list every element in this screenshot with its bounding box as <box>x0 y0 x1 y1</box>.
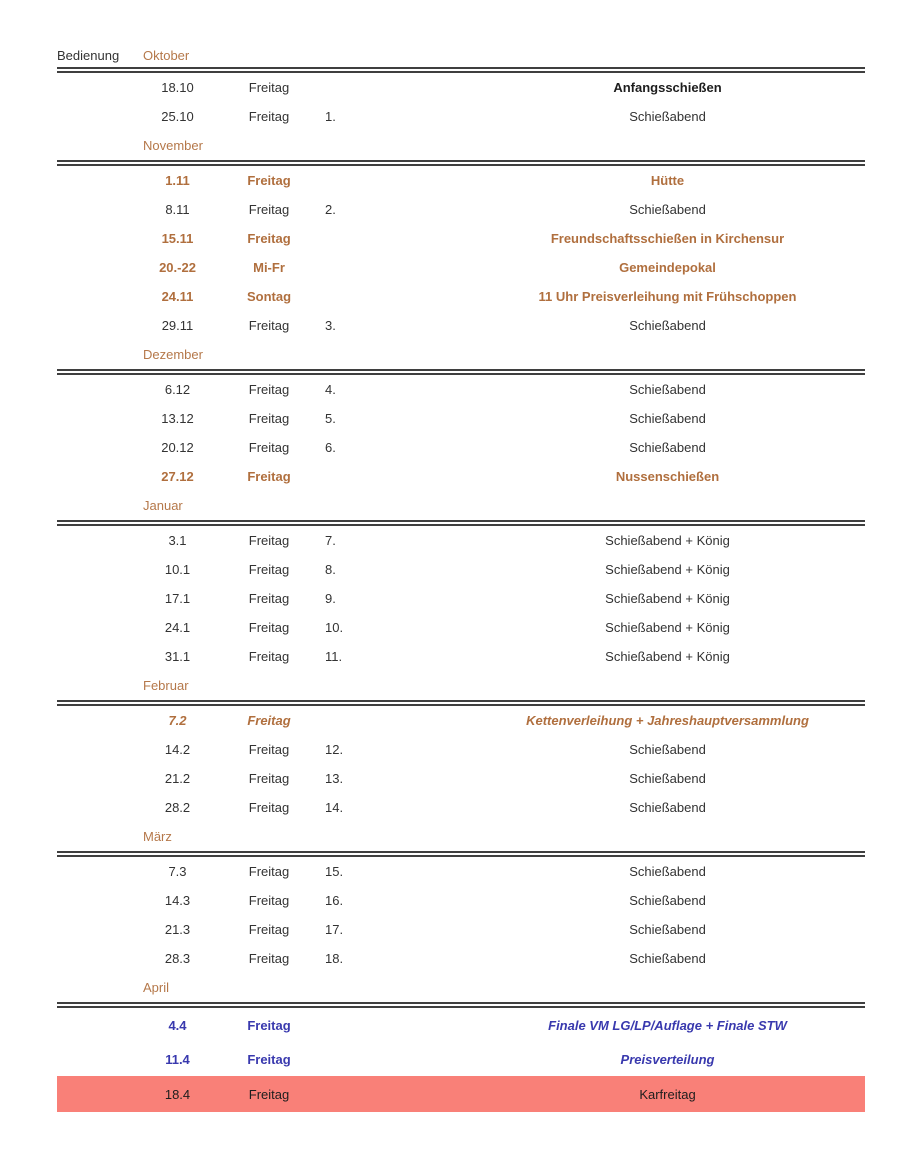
event-row <box>57 886 865 915</box>
number-cell: 6. <box>325 440 336 455</box>
schedule-table <box>57 44 865 1112</box>
date-cell: 28.3 <box>164 951 191 966</box>
event-row <box>57 735 865 764</box>
number-cell: 14. <box>325 800 344 815</box>
day-cell: Freitag <box>248 742 290 757</box>
day-cell: Freitag <box>247 1017 291 1033</box>
date-cell: 13.12 <box>161 411 194 426</box>
event-row <box>57 102 865 131</box>
day-cell: Freitag <box>248 1086 290 1102</box>
day-cell: Freitag <box>247 231 291 246</box>
event-row <box>57 195 865 224</box>
date-cell: 24.11 <box>161 289 194 304</box>
number-cell: 15. <box>325 864 344 879</box>
event-row <box>57 282 865 311</box>
event-row <box>57 1042 865 1076</box>
day-cell: Freitag <box>248 202 290 217</box>
event-row <box>57 166 865 195</box>
event-row <box>57 73 865 102</box>
event-cell: 11 Uhr Preisverleihung mit Frühschoppen <box>538 289 797 304</box>
day-cell: Freitag <box>248 591 290 606</box>
event-cell: Anfangsschießen <box>613 80 722 95</box>
month-label: Januar <box>143 498 183 513</box>
event-row <box>57 433 865 462</box>
event-cell: Hütte <box>650 173 685 188</box>
day-cell: Freitag <box>248 80 290 95</box>
month-row <box>57 822 865 857</box>
number-cell: 12. <box>325 742 344 757</box>
event-cell: Karfreitag <box>639 1086 696 1102</box>
event-row <box>57 584 865 613</box>
date-cell: 20.-22 <box>159 260 196 275</box>
number-cell: 4. <box>325 382 336 397</box>
event-row <box>57 375 865 404</box>
event-cell: Schießabend <box>629 318 706 333</box>
event-cell: Schießabend <box>629 800 706 815</box>
event-cell: Schießabend + König <box>605 591 730 606</box>
month-row <box>57 131 865 166</box>
event-cell: Schießabend <box>629 951 706 966</box>
day-cell: Freitag <box>248 620 290 635</box>
number-cell: 10. <box>325 620 344 635</box>
date-cell: 10.1 <box>164 562 191 577</box>
event-cell: Schießabend <box>629 440 706 455</box>
event-cell: Schießabend <box>629 893 706 908</box>
day-cell: Mi-Fr <box>253 260 285 275</box>
number-cell: 13. <box>325 771 344 786</box>
event-cell: Preisverteilung <box>620 1051 715 1067</box>
date-cell: 8.11 <box>165 202 190 217</box>
day-cell: Freitag <box>248 562 290 577</box>
number-cell: 9. <box>325 591 336 606</box>
date-cell: 20.12 <box>161 440 194 455</box>
number-cell: 7. <box>325 533 336 548</box>
date-cell: 29.11 <box>161 318 194 333</box>
month-label: Dezember <box>143 347 203 362</box>
day-cell: Freitag <box>248 382 290 397</box>
event-cell: Finale VM LG/LP/Auflage + Finale STW <box>548 1017 787 1033</box>
date-cell: 3.1 <box>168 533 187 548</box>
event-cell: Schießabend <box>629 742 706 757</box>
date-cell: 28.2 <box>164 800 191 815</box>
number-cell: 5. <box>325 411 336 426</box>
header-row <box>57 44 865 73</box>
day-cell: Freitag <box>248 800 290 815</box>
event-row <box>57 915 865 944</box>
number-cell: 3. <box>325 318 336 333</box>
date-cell: 14.2 <box>164 742 191 757</box>
day-cell: Freitag <box>248 440 290 455</box>
day-cell: Freitag <box>248 649 290 664</box>
number-cell: 1. <box>325 109 336 124</box>
event-row <box>57 404 865 433</box>
event-cell: Schießabend <box>629 411 706 426</box>
event-row <box>57 857 865 886</box>
month-row <box>57 340 865 375</box>
event-cell: Schießabend <box>629 109 706 124</box>
event-row <box>57 764 865 793</box>
day-cell: Freitag <box>248 109 290 124</box>
event-row <box>57 462 865 491</box>
event-cell: Schießabend <box>629 771 706 786</box>
day-cell: Freitag <box>248 771 290 786</box>
date-cell: 7.3 <box>168 864 187 879</box>
date-cell: 27.12 <box>161 469 194 484</box>
event-row <box>57 1076 865 1112</box>
number-cell: 16. <box>325 893 344 908</box>
event-row <box>57 613 865 642</box>
event-row <box>57 526 865 555</box>
event-cell: Schießabend + König <box>605 533 730 548</box>
day-cell: Freitag <box>248 922 290 937</box>
date-cell: 24.1 <box>164 620 191 635</box>
day-cell: Freitag <box>248 864 290 879</box>
date-cell: 18.4 <box>164 1086 191 1102</box>
date-cell: 17.1 <box>164 591 191 606</box>
date-cell: 4.4 <box>168 1017 187 1033</box>
day-cell: Freitag <box>248 951 290 966</box>
event-row <box>57 555 865 584</box>
day-cell: Freitag <box>248 533 290 548</box>
date-cell: 18.10 <box>161 80 194 95</box>
month-label: April <box>143 980 170 995</box>
number-cell: 11. <box>325 649 343 664</box>
event-cell: Schießabend <box>629 922 706 937</box>
event-row <box>57 224 865 253</box>
day-cell: Freitag <box>247 173 291 188</box>
day-cell: Freitag <box>247 1051 291 1067</box>
date-cell: 1.11 <box>165 173 190 188</box>
date-cell: 11.4 <box>165 1051 190 1067</box>
event-cell: Schießabend <box>629 864 706 879</box>
event-row <box>57 706 865 735</box>
day-cell: Freitag <box>247 469 291 484</box>
event-cell: Gemeindepokal <box>619 260 716 275</box>
event-cell: Kettenverleihung + Jahreshauptversammlung <box>526 713 809 728</box>
event-row <box>57 311 865 340</box>
event-cell: Schießabend + König <box>605 562 730 577</box>
month-label-oktober: Oktober <box>143 48 190 63</box>
number-cell: 17. <box>325 922 344 937</box>
day-cell: Freitag <box>248 893 290 908</box>
day-cell: Sontag <box>246 289 292 304</box>
event-row <box>57 944 865 973</box>
date-cell: 25.10 <box>161 109 194 124</box>
number-cell: 8. <box>325 562 336 577</box>
date-cell: 6.12 <box>164 382 191 397</box>
month-label: November <box>143 138 203 153</box>
date-cell: 7.2 <box>168 713 187 728</box>
event-row <box>57 1008 865 1042</box>
month-row <box>57 973 865 1008</box>
event-cell: Nussenschießen <box>615 469 720 484</box>
event-row <box>57 793 865 822</box>
event-cell: Schießabend + König <box>605 649 730 664</box>
date-cell: 15.11 <box>161 231 194 246</box>
event-cell: Freundschaftsschießen in Kirchensur <box>550 231 785 246</box>
date-cell: 14.3 <box>164 893 191 908</box>
month-row <box>57 491 865 526</box>
date-cell: 21.2 <box>164 771 191 786</box>
event-cell: Schießabend + König <box>605 620 730 635</box>
date-cell: 31.1 <box>164 649 191 664</box>
event-row <box>57 253 865 282</box>
day-cell: Freitag <box>248 318 290 333</box>
date-cell: 21.3 <box>164 922 191 937</box>
month-row <box>57 671 865 706</box>
number-cell: 2. <box>325 202 336 217</box>
month-label: März <box>143 829 172 844</box>
day-cell: Freitag <box>247 713 291 728</box>
event-row <box>57 642 865 671</box>
month-label: Februar <box>143 678 189 693</box>
number-cell: 18. <box>325 951 344 966</box>
event-cell: Schießabend <box>629 382 706 397</box>
day-cell: Freitag <box>248 411 290 426</box>
bedienung-label: Bedienung <box>57 48 120 63</box>
event-cell: Schießabend <box>629 202 706 217</box>
